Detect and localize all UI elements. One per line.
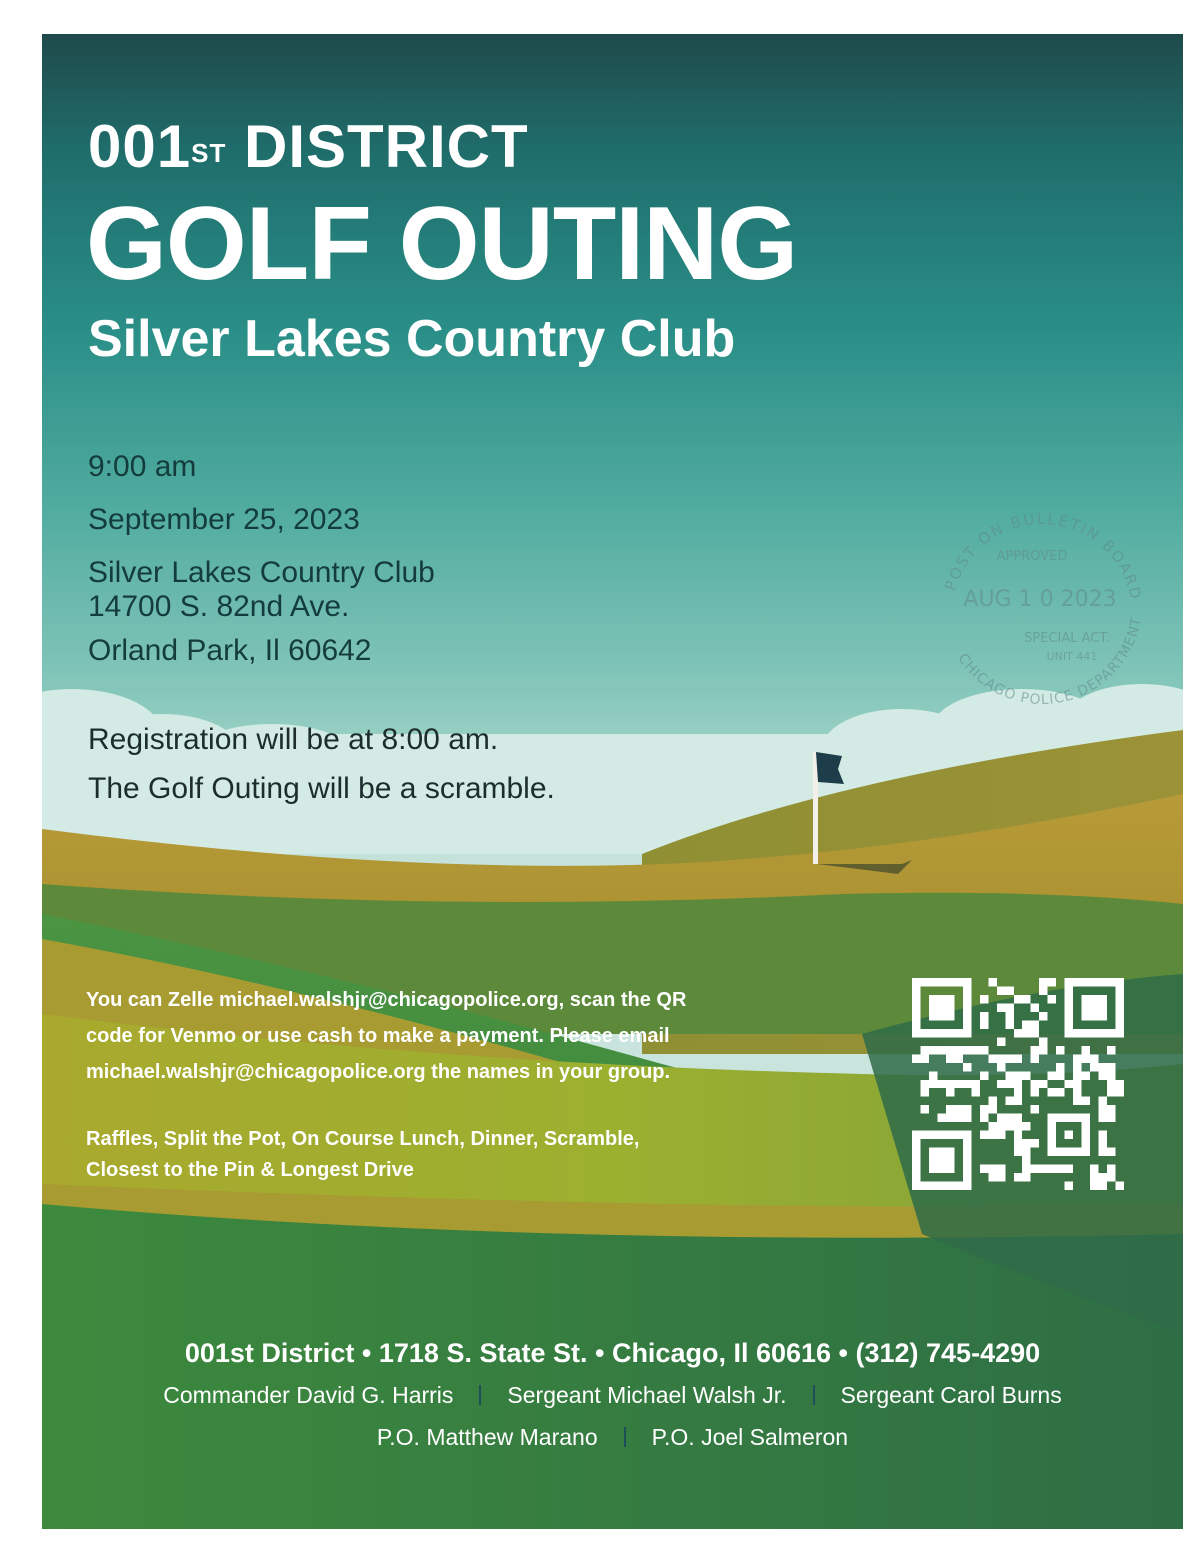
district-number: 001 bbox=[88, 113, 192, 180]
event-time: 9:00 am bbox=[88, 450, 197, 483]
people-row-1 bbox=[42, 1380, 1183, 1410]
extras-line2: Closest to the Pin & Longest Drive bbox=[86, 1159, 414, 1181]
separator bbox=[813, 1385, 815, 1405]
person-name: Sergeant Michael Walsh Jr. bbox=[507, 1382, 787, 1408]
person-name: Sergeant Carol Burns bbox=[840, 1382, 1062, 1408]
approval-stamp bbox=[922, 494, 1162, 734]
extras-line1: Raffles, Split the Pot, On Course Lunch, Dinner, Scramble, bbox=[86, 1128, 640, 1150]
address-line2: 14700 S. 82nd Ave. bbox=[88, 590, 350, 623]
qr-code-icon[interactable] bbox=[912, 978, 1124, 1190]
stamp-unit-line2: UNIT 441 bbox=[1046, 650, 1098, 663]
district-heading bbox=[88, 112, 529, 182]
person-name: P.O. Matthew Marano bbox=[376, 1424, 598, 1450]
event-date: September 25, 2023 bbox=[88, 503, 360, 536]
event-extras bbox=[86, 1124, 876, 1186]
people-row-2 bbox=[42, 1422, 1183, 1452]
person-name: Commander David G. Harris bbox=[163, 1382, 454, 1408]
stamp-date: AUG 1 0 2023 bbox=[963, 587, 1117, 612]
stamp-bottom-text: CHICAGO POLICE DEPARTMENT bbox=[954, 615, 1146, 709]
payment-line2: code for Venmo or use cash to make a payment. Please email bbox=[86, 1025, 670, 1047]
stamp-unit-line1: SPECIAL ACT. bbox=[1024, 631, 1110, 646]
person-name: P.O. Joel Salmeron bbox=[651, 1424, 849, 1450]
flyer bbox=[42, 34, 1183, 1529]
payment-instructions bbox=[86, 982, 876, 1090]
district-suffix: ST bbox=[191, 138, 227, 168]
district-word: DISTRICT bbox=[244, 113, 529, 180]
separator bbox=[624, 1427, 626, 1447]
address-line1: Silver Lakes Country Club bbox=[88, 556, 435, 589]
event-title: GOLF OUTING bbox=[86, 186, 798, 302]
stamp-top-text: POST ON BULLETIN BOARD bbox=[941, 509, 1146, 603]
separator bbox=[479, 1385, 481, 1405]
address-line3: Orland Park, Il 60642 bbox=[88, 634, 372, 667]
payment-line1: You can Zelle michael.walshjr@chicagopolice.org, scan the QR bbox=[86, 989, 687, 1011]
venue-title: Silver Lakes Country Club bbox=[88, 310, 736, 368]
payment-line3: michael.walshjr@chicagopolice.org the names in your group. bbox=[86, 1061, 671, 1083]
district-contact: 001st District • 1718 S. State St. • Chicago, Il 60616 • (312) 745-4290 bbox=[184, 1338, 1041, 1368]
format-note: The Golf Outing will be a scramble. bbox=[88, 772, 555, 805]
stamp-approved: APPROVED bbox=[996, 549, 1068, 564]
registration-note: Registration will be at 8:00 am. bbox=[88, 723, 499, 756]
